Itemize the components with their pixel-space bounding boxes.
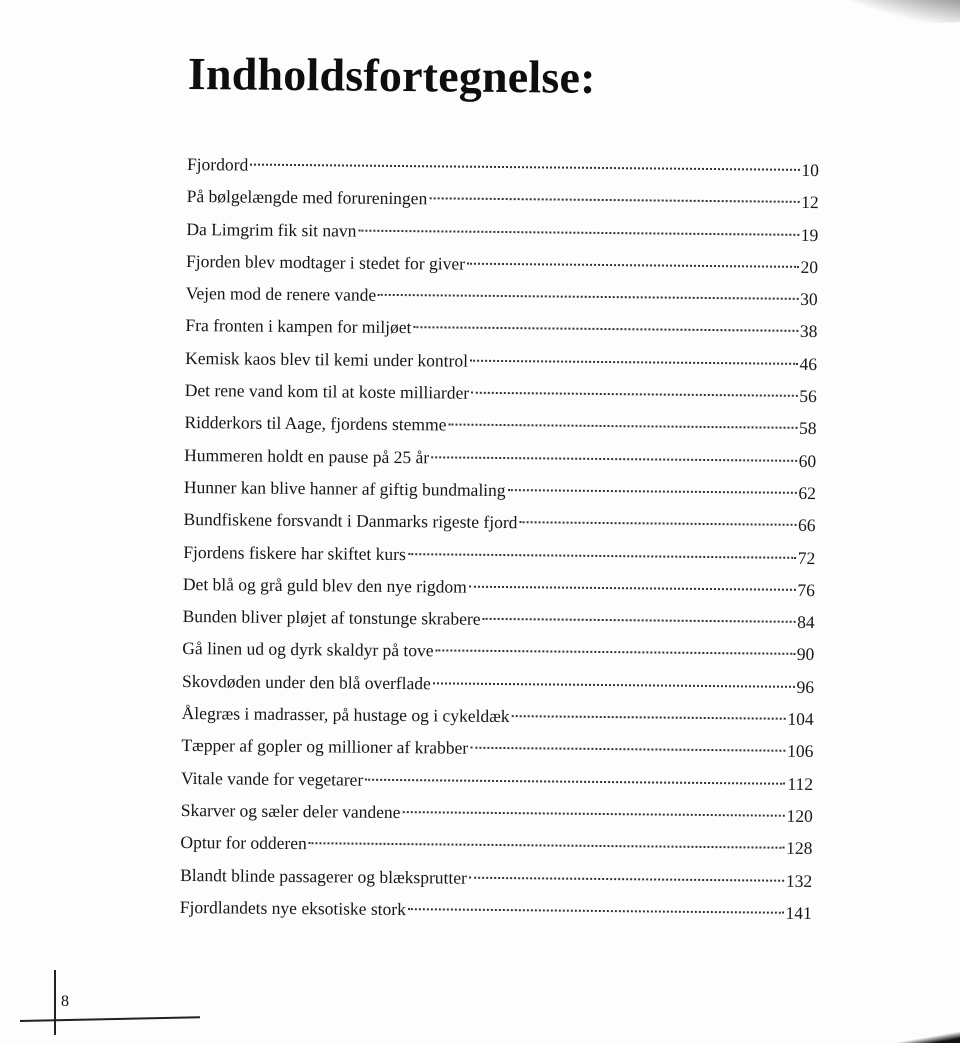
dot-leader [436,650,795,655]
toc-entry-title: Optur for odderen [180,832,307,854]
dot-leader [512,715,786,720]
toc-entry-title: Fjordens fiskere har skiftet kurs [183,541,406,564]
toc-entry-page: 66 [797,515,816,536]
folio-vertical-rule [54,970,56,1035]
toc-entry-page: 90 [796,644,815,665]
toc-entry-title: Vitale vande for vegetarer [181,767,364,790]
toc-entry-title: Blandt blinde passagerer og blæksprutter [180,864,468,888]
dot-leader [408,553,796,559]
toc-entry-page: 112 [787,773,814,794]
toc-entry-page: 58 [798,418,817,439]
toc-entry-page: 38 [799,321,818,342]
toc-entry-page: 56 [799,385,817,407]
toc-entry-page: 30 [800,289,818,310]
page-folio [0,960,220,1040]
dot-leader [433,682,795,687]
dot-leader [413,327,798,333]
toc-entry-title: Bundfiskene forsvandt i Danmarks rigeste fjord [183,509,518,533]
toc-entry-page: 132 [785,870,813,891]
toc-entry-page: 46 [799,353,818,374]
dot-leader [469,876,784,881]
toc-entry-title: Bunden bliver pløjet af tonstunge skrabere [182,606,481,629]
toc-entry-title: Fra fronten i kampen for miljøet [185,315,412,338]
folio-horizontal-rule [20,1016,200,1021]
toc-entry-page: 106 [787,741,814,762]
dot-leader [483,618,796,623]
toc-entry-title: Ålegræs i madrasser, på hustage og i cykeldæk [181,702,510,727]
toc-entry-page: 20 [800,256,819,277]
toc-entry-page: 76 [797,579,816,600]
toc-entry-page: 104 [787,708,814,730]
toc-entry-title: På bølgelængde med forureningen [186,186,428,209]
toc-entry-title: Skarver og sæler deler vandene [180,799,401,822]
dot-leader [508,489,797,494]
dot-leader [470,359,798,364]
toc-entry-page: 72 [797,547,816,568]
toc-entry-title: Fjordlandets nye eksotiske stork [179,896,406,919]
toc-entry[interactable] [180,891,812,929]
dot-leader [378,294,798,300]
toc-entry-page: 84 [797,612,815,633]
toc-entry-title: Fjordord [186,153,249,175]
toc-entry-title: Skovdøden under den blå overflade [181,670,431,694]
toc-entry-page: 10 [801,159,820,181]
dot-leader [408,908,784,914]
toc-entry-title: Da Limgrim fik sit navn [186,218,357,241]
toc-entry-title: Hummeren holdt en pause på 25 år [184,444,430,467]
dot-leader [431,456,797,462]
dot-leader [250,164,799,171]
toc-entry-title: Ridderkors til Aage, fjordens stemme [184,412,447,435]
page-title: Indholdsfortegnelse: [187,47,596,103]
dot-leader [470,747,785,752]
dot-leader [448,424,797,429]
toc-entry-title: Kemisk kaos blev til kemi under kontrol [185,347,469,371]
toc-entry-title: Det rene vand kom til at koste milliarder [184,380,470,403]
toc-entry-page: 12 [801,192,819,213]
toc-entry-title: Vejen mod de renere vande [185,283,377,305]
dot-leader [469,586,796,591]
dot-leader [471,392,797,397]
dot-leader [358,229,798,235]
toc-entry-page: 120 [786,805,813,826]
dot-leader [402,811,784,817]
toc-entry-page: 96 [796,676,815,697]
table-of-contents [180,148,819,929]
page-number: 8 [61,993,69,1010]
dot-leader [467,263,799,268]
toc-entry-title: Det blå og grå guld blev den nye rigdom [182,573,467,597]
toc-entry-page: 141 [785,902,812,923]
toc-entry-page: 62 [798,482,816,503]
toc-entry-page: 60 [798,450,817,471]
toc-entry-title: Gå linen ud og dyrk skaldyr på tove [182,638,434,661]
dot-leader [365,778,785,784]
toc-entry-title: Fjorden blev modtager i stedet for giver [185,250,466,274]
toc-entry-title: Tæpper af gopler og millioner af krabber [181,735,469,759]
toc-entry-page: 19 [800,224,819,245]
toc-entry-title: Hunner kan blive hanner af giftig bundmaling [183,476,506,501]
dot-leader [429,198,799,204]
dot-leader [519,521,796,526]
dot-leader [309,842,784,849]
toc-entry-page: 128 [786,837,813,859]
